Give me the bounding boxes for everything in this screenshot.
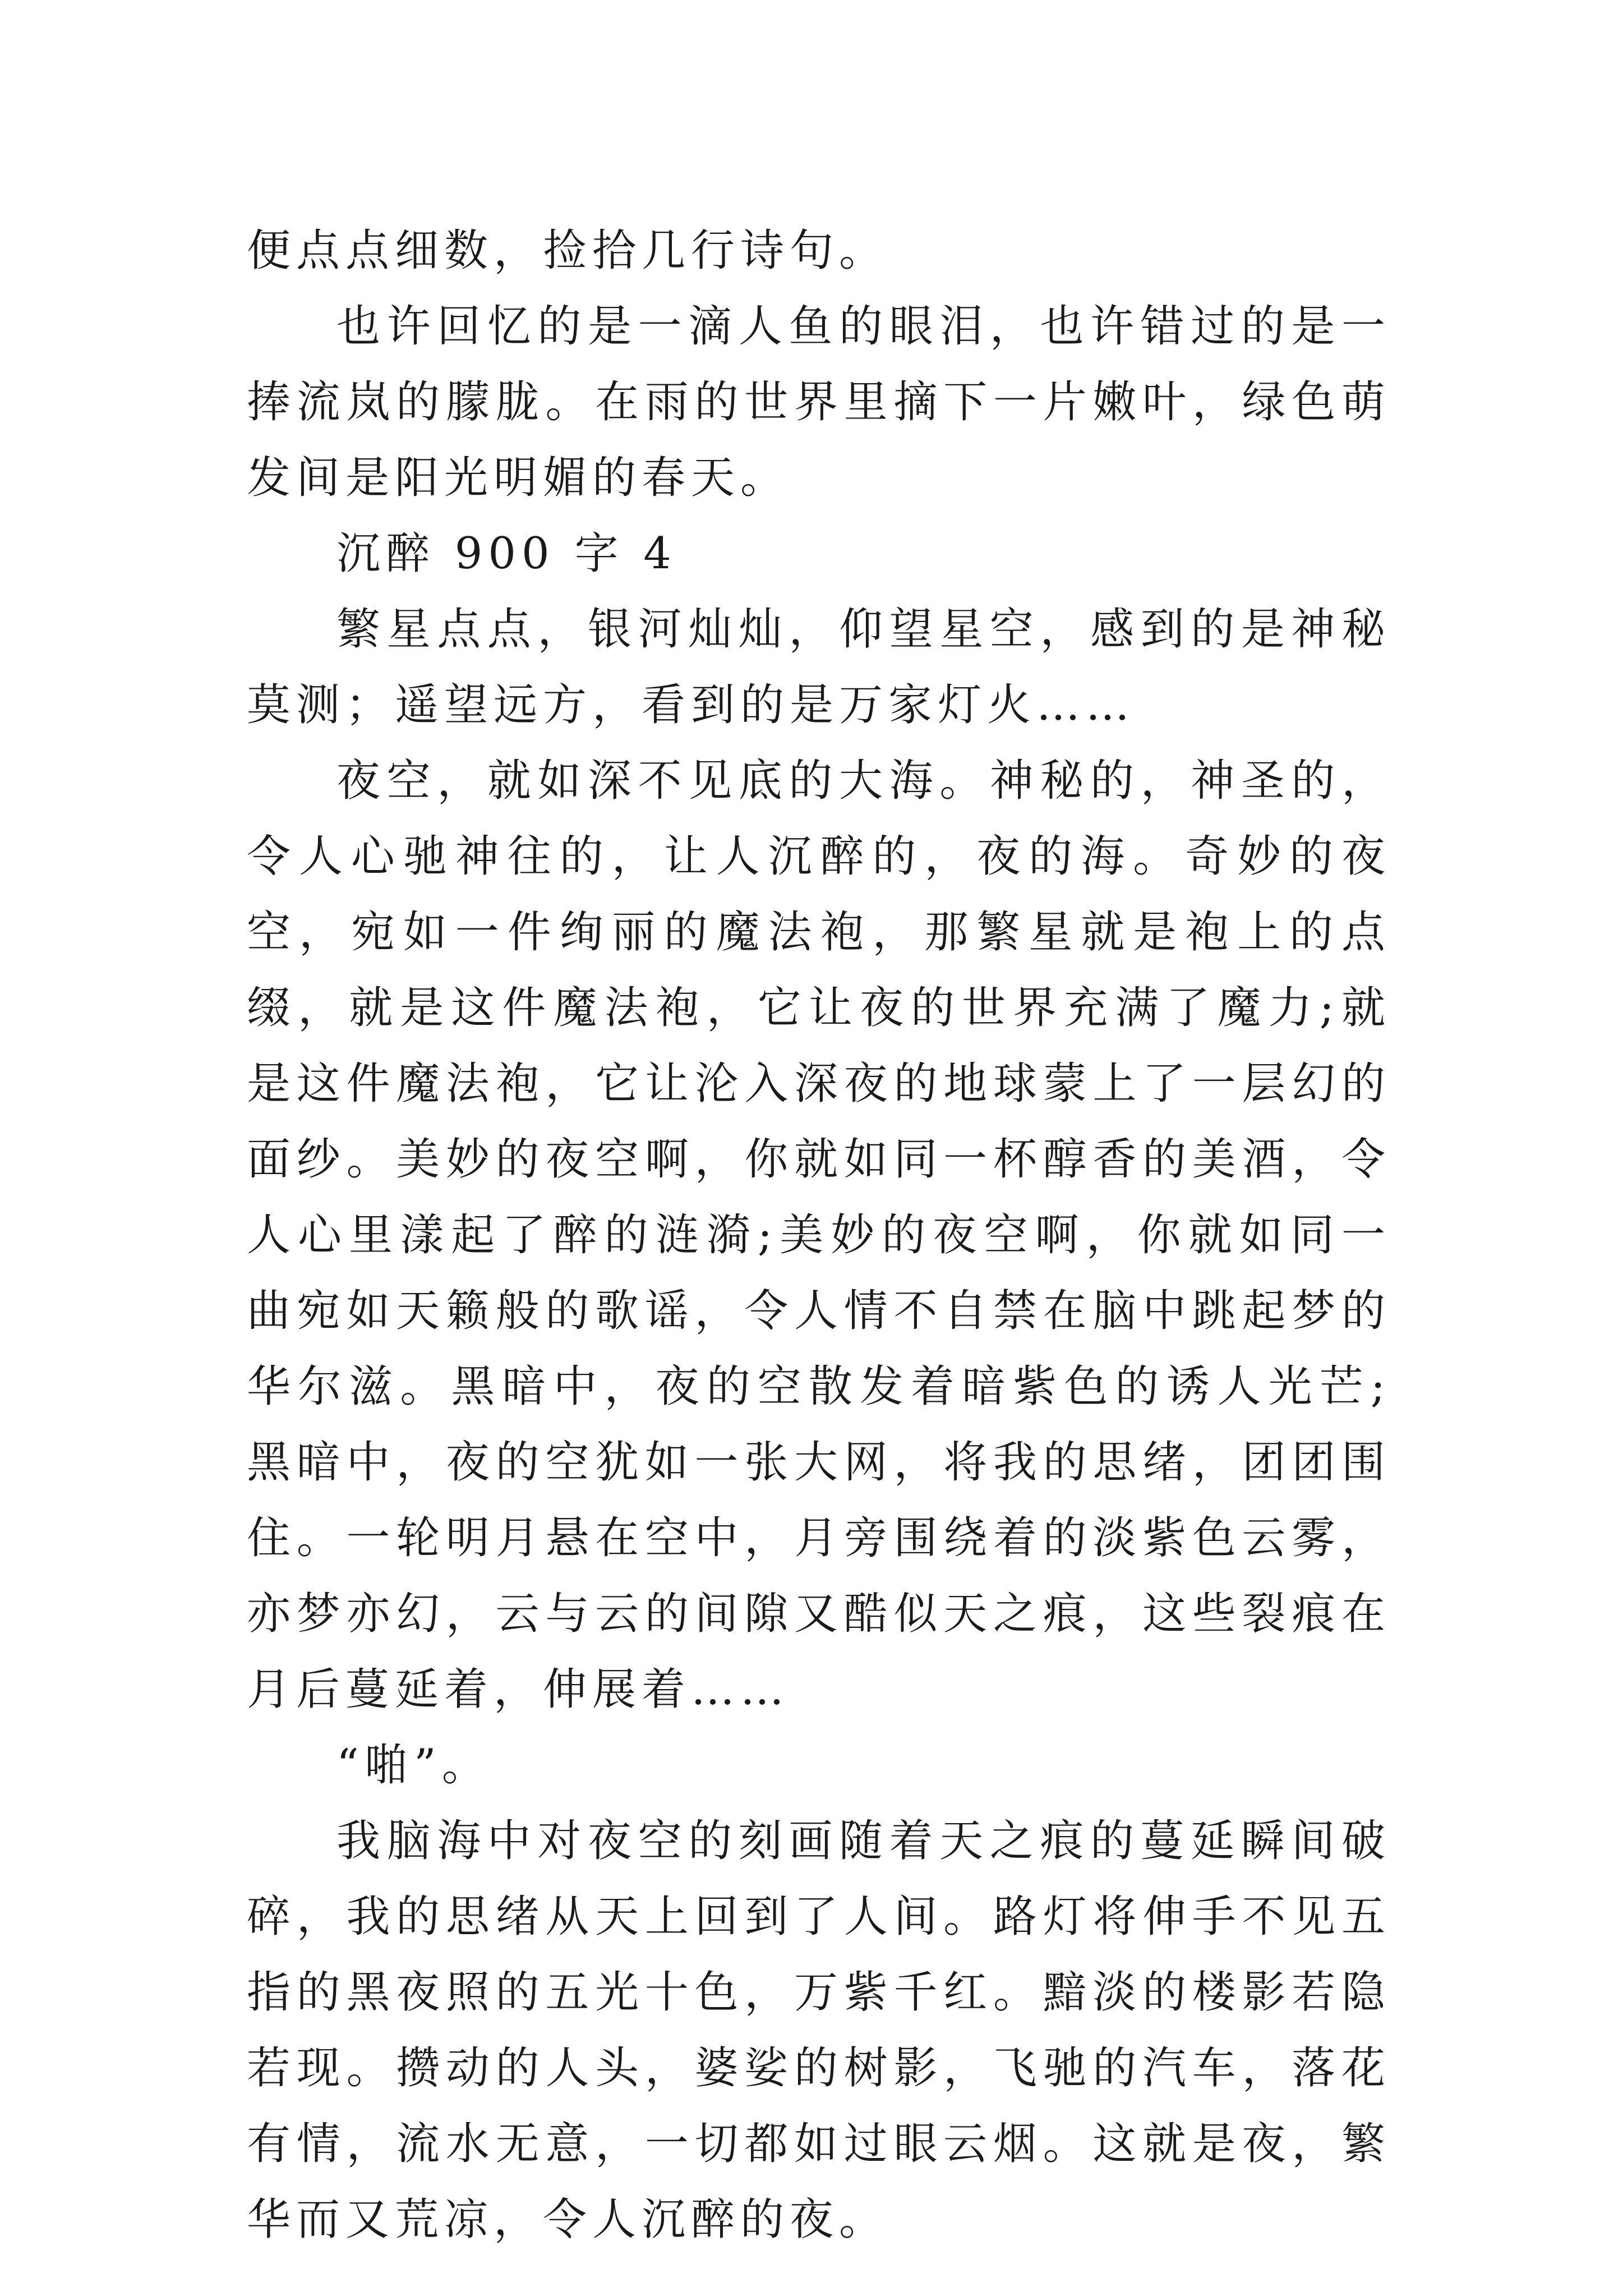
paragraph-stars: 繁星点点，银河灿灿，仰望星空，感到的是神秘莫测；遥望远方，看到的是万家灯火…… (247, 604, 1391, 730)
essay-heading: 沉醉 900 字 4 (336, 528, 677, 579)
paragraph-night-sky: 夜空，就如深不见底的大海。神秘的，神圣的，令人心驰神往的，让人沉醉的，夜的海。奇妙的夜空，宛如一件绚丽的魔法袍，那繁星就是袍上的点缀，就是这件魔法袍，它让夜的世界充满了魔力;就是这件魔法袍，它让沦入深夜的地球蒙上了一层幻的面纱。美妙的夜空啊，你就如同一杯醇香的美酒，令人心里漾起了醉的涟漪;美妙的夜空啊，你就如同一曲宛如天籁般的歌谣，令人情不自禁在脑中跳起梦的华尔滋。黑暗中，夜的空散发着暗紫色的诱人光芒;黑暗中，夜的空犹如一张大网，将我的思绪，团团围住。一轮明月悬在空中，月旁围绕着的淡紫色云雾，亦梦亦幻，云与云的间隙又酷似天之痕，这些裂痕在月后蔓延着，伸展着…… (247, 756, 1391, 1715)
paragraph-memory: 也许回忆的是一滴人鱼的眼泪，也许错过的是一捧流岚的朦胧。在雨的世界里摘下一片嫩叶，绿色萌发间是阳光明媚的春天。 (247, 301, 1391, 503)
paragraph-continuation: 便点点细数，捡拾几行诗句。 (247, 226, 889, 276)
paragraph-snap: “啪”。 (336, 1740, 491, 1791)
document-body (247, 213, 1391, 2258)
paragraph-city-night: 我脑海中对夜空的刻画随着天之痕的蔓延瞬间破碎，我的思绪从天上回到了人间。路灯将伸手不见五指的黑夜照的五光十色，万紫千红。黯淡的楼影若隐若现。攒动的人头，婆娑的树影，飞驰的汽车，落花有情，流水无意，一切都如过眼云烟。这就是夜，繁华而又荒凉，令人沉醉的夜。 (247, 1816, 1391, 2245)
